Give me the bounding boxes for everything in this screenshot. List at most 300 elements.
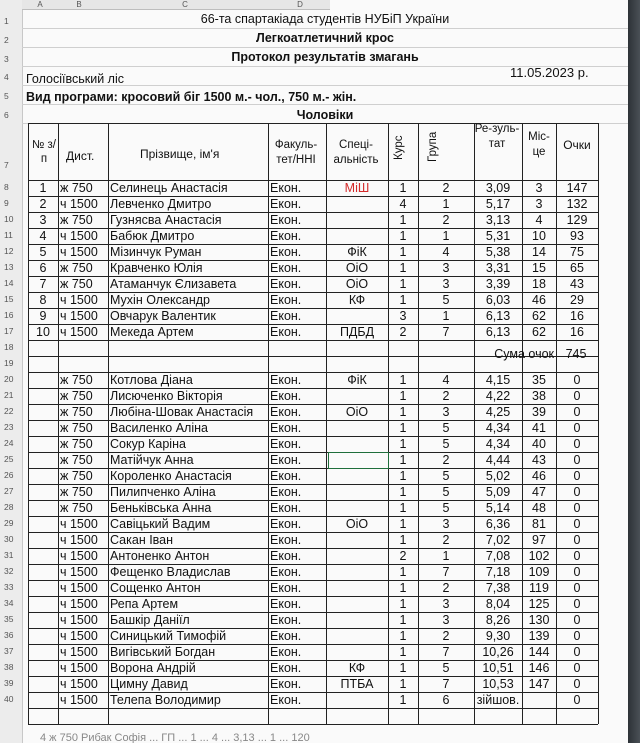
cell-fac[interactable]: Екон. (270, 229, 302, 243)
cell-place[interactable]: 139 (528, 629, 550, 643)
cell-group[interactable]: 3 (442, 405, 450, 419)
cell-group[interactable]: 5 (442, 421, 450, 435)
cell-course[interactable]: 1 (399, 245, 407, 259)
cell-d[interactable]: ж 750 (60, 469, 93, 483)
cell-place[interactable]: 15 (532, 261, 546, 275)
cell-group[interactable]: 1 (442, 229, 450, 243)
cell-course[interactable]: 1 (399, 293, 407, 307)
cell-n[interactable]: 1 (39, 181, 47, 195)
cell-spec[interactable]: ОіО (345, 261, 369, 275)
cell-d[interactable]: ж 750 (60, 485, 93, 499)
cell-pts[interactable]: 0 (573, 581, 581, 595)
cell-fac[interactable]: Екон. (270, 213, 302, 227)
cell-d[interactable]: ж 750 (60, 437, 93, 451)
cell-pts[interactable]: 65 (570, 261, 584, 275)
cell-d[interactable]: ч 1500 (60, 597, 98, 611)
cell-res[interactable]: 4,44 (485, 453, 511, 467)
cell-fac[interactable]: Екон. (270, 533, 302, 547)
cell-res[interactable]: 7,02 (485, 533, 511, 547)
cell-res[interactable]: 3,31 (485, 261, 511, 275)
cell-group[interactable]: 2 (442, 213, 450, 227)
cell-fac[interactable]: Екон. (270, 693, 302, 707)
cell-group[interactable]: 5 (442, 437, 450, 451)
row-number[interactable]: 32 (4, 566, 14, 576)
row-number[interactable]: 34 (4, 598, 14, 608)
cell-name[interactable]: Вигівський Богдан (110, 645, 216, 659)
cell-res[interactable]: 9,30 (485, 629, 511, 643)
cell-fac[interactable]: Екон. (270, 325, 302, 339)
cell-res[interactable]: 6,13 (485, 325, 511, 339)
cell-group[interactable]: 7 (442, 325, 450, 339)
cell-fac[interactable]: Екон. (270, 373, 302, 387)
row-number[interactable]: 31 (4, 550, 14, 560)
cell-pts[interactable]: 16 (570, 309, 584, 323)
cell-name[interactable]: Короленко Анастасія (110, 469, 232, 483)
row-number[interactable]: 30 (4, 534, 14, 544)
row-number[interactable]: 38 (4, 662, 14, 672)
cell-pts[interactable]: 132 (566, 197, 588, 211)
cell-fac[interactable]: Екон. (270, 613, 302, 627)
cell-name[interactable]: Котлова Діана (110, 373, 193, 387)
cell-place[interactable]: 81 (532, 517, 546, 531)
cell-d[interactable]: ж 750 (60, 389, 93, 403)
row-number[interactable]: 25 (4, 454, 14, 464)
cell-spec[interactable]: ФіК (347, 245, 367, 259)
cell-fac[interactable]: Екон. (270, 517, 302, 531)
cell-d[interactable]: ч 1500 (60, 533, 98, 547)
row-number[interactable]: 23 (4, 422, 14, 432)
cell-d[interactable]: ч 1500 (60, 661, 98, 675)
cell-course[interactable]: 1 (399, 421, 407, 435)
cell-spec[interactable]: ОіО (345, 517, 369, 531)
row-number[interactable]: 27 (4, 486, 14, 496)
cell-course[interactable]: 1 (399, 533, 407, 547)
cell-d[interactable]: ж 750 (60, 373, 93, 387)
row-number[interactable]: 22 (4, 406, 14, 416)
cell-res[interactable]: 10,26 (482, 645, 514, 659)
cell-d[interactable]: ч 1500 (60, 549, 98, 563)
cell-pts[interactable]: 129 (566, 213, 588, 227)
cell-name[interactable]: Фещенко Владислав (110, 565, 231, 579)
cell-name[interactable]: Лисюченко Вікторія (110, 389, 223, 403)
cell-place[interactable]: 146 (528, 661, 550, 675)
cell-name[interactable]: Антоненко Антон (110, 549, 210, 563)
cell-spec[interactable]: МіШ (344, 181, 370, 195)
cell-place[interactable]: 119 (529, 581, 549, 595)
cell-d[interactable]: ж 750 (60, 213, 93, 227)
cell-course[interactable]: 1 (399, 181, 407, 195)
cell-pts[interactable]: 0 (573, 677, 581, 691)
row-number[interactable]: 9 (4, 198, 9, 208)
cell-name[interactable]: Сокур Каріна (110, 437, 186, 451)
row-number[interactable]: 16 (4, 310, 14, 320)
column-header-c[interactable]: C (100, 0, 270, 10)
row-number[interactable]: 11 (4, 230, 13, 240)
cell-name[interactable]: Башкір Даніїл (110, 613, 190, 627)
cell-pts[interactable]: 0 (573, 565, 581, 579)
row-number[interactable]: 36 (4, 630, 14, 640)
cell-d[interactable]: ч 1500 (60, 565, 98, 579)
cell-fac[interactable]: Екон. (270, 309, 302, 323)
cell-course[interactable]: 1 (399, 229, 407, 243)
cell-course[interactable]: 1 (399, 277, 407, 291)
row-number[interactable]: 24 (4, 438, 14, 448)
cell-pts[interactable]: 0 (573, 469, 581, 483)
cell-place[interactable]: 46 (532, 469, 546, 483)
cell-group[interactable]: 5 (442, 661, 450, 675)
row-number[interactable]: 15 (4, 294, 14, 304)
row-number[interactable]: 21 (4, 390, 14, 400)
cell-pts[interactable]: 0 (573, 501, 581, 515)
column-header-b[interactable]: B (58, 0, 100, 10)
cell-pts[interactable]: 0 (573, 437, 581, 451)
row-number[interactable]: 28 (4, 502, 14, 512)
row-number[interactable]: 14 (4, 278, 14, 288)
cell-course[interactable]: 2 (399, 325, 407, 339)
cell-res[interactable]: 10,53 (482, 677, 514, 691)
cell-group[interactable]: 1 (442, 309, 450, 323)
cell-course[interactable]: 1 (399, 693, 407, 707)
cell-pts[interactable]: 0 (573, 549, 581, 563)
cell-fac[interactable]: Екон. (270, 485, 302, 499)
cell-name[interactable]: Синицький Тимофій (110, 629, 227, 643)
cell-res[interactable]: 7,38 (485, 581, 511, 595)
cell-name[interactable]: Селинець Анастасія (110, 181, 228, 195)
cell-res[interactable]: 10,51 (482, 661, 514, 675)
cell-res[interactable]: 5,09 (485, 485, 511, 499)
cell-group[interactable]: 2 (442, 389, 450, 403)
cell-fac[interactable]: Екон. (270, 501, 302, 515)
cell-res[interactable]: 5,38 (485, 245, 511, 259)
cell-res[interactable]: зійшов. (476, 693, 520, 707)
cell-name[interactable]: Савіцький Вадим (110, 517, 211, 531)
cell-course[interactable]: 1 (399, 389, 407, 403)
cell-spec[interactable]: ПДБД (339, 325, 375, 339)
cell-group[interactable]: 2 (442, 181, 450, 195)
cell-res[interactable]: 8,26 (485, 613, 511, 627)
cell-pts[interactable]: 16 (570, 325, 584, 339)
cell-d[interactable]: ж 750 (60, 277, 93, 291)
cell-d[interactable]: ч 1500 (60, 613, 98, 627)
cell-d[interactable]: ч 1500 (60, 693, 98, 707)
cell-place[interactable]: 147 (528, 677, 550, 691)
cell-group[interactable]: 3 (442, 597, 450, 611)
cell-pts[interactable]: 0 (573, 597, 581, 611)
column-header-d[interactable]: D (270, 0, 330, 10)
row-number[interactable]: 39 (4, 678, 14, 688)
row-number[interactable]: 4 (4, 72, 9, 82)
cell-fac[interactable]: Екон. (270, 565, 302, 579)
cell-fac[interactable]: Екон. (270, 293, 302, 307)
cell-group[interactable]: 3 (442, 261, 450, 275)
cell-d[interactable]: ж 750 (60, 405, 93, 419)
row-number[interactable]: 7 (4, 160, 9, 170)
cell-d[interactable]: ж 750 (60, 501, 93, 515)
cell-name[interactable]: Пилипченко Аліна (110, 485, 216, 499)
row-number[interactable]: 35 (4, 614, 14, 624)
row-number[interactable]: 18 (4, 342, 14, 352)
cell-group[interactable]: 3 (442, 613, 450, 627)
row-number[interactable]: 33 (4, 582, 14, 592)
cell-d[interactable]: ч 1500 (60, 309, 98, 323)
cell-fac[interactable]: Екон. (270, 645, 302, 659)
cell-pts[interactable]: 0 (573, 421, 581, 435)
cell-fac[interactable]: Екон. (270, 677, 302, 691)
cell-place[interactable]: 109 (528, 565, 550, 579)
cell-name[interactable]: Ворона Андрій (110, 661, 196, 675)
row-number[interactable]: 6 (4, 110, 9, 120)
cell-name[interactable]: Любіна-Шовак Анастасія (110, 405, 254, 419)
cell-spec[interactable]: ОіО (345, 277, 369, 291)
cell-d[interactable]: ч 1500 (60, 293, 98, 307)
cell-course[interactable]: 1 (399, 565, 407, 579)
cell-place[interactable]: 39 (532, 405, 546, 419)
cell-course[interactable]: 1 (399, 485, 407, 499)
cell-place[interactable]: 144 (528, 645, 550, 659)
cell-name[interactable]: Кравченко Юлія (110, 261, 203, 275)
cell-fac[interactable]: Екон. (270, 453, 302, 467)
cell-d[interactable]: ч 1500 (60, 581, 98, 595)
cell-res[interactable]: 6,13 (485, 309, 511, 323)
cell-spec[interactable]: ОіО (345, 405, 369, 419)
cell-res[interactable]: 6,36 (485, 517, 511, 531)
cell-d[interactable]: ч 1500 (60, 677, 98, 691)
cell-name[interactable]: Беньківська Анна (110, 501, 212, 515)
cell-name[interactable]: Репа Артем (110, 597, 179, 611)
cell-pts[interactable]: 0 (573, 389, 581, 403)
column-header-a[interactable]: A (22, 0, 58, 10)
cell-n[interactable]: 2 (39, 197, 47, 211)
cell-place[interactable]: 48 (532, 501, 546, 515)
cell-group[interactable]: 3 (442, 277, 450, 291)
cell-place[interactable]: 97 (532, 533, 546, 547)
cell-course[interactable]: 1 (399, 213, 407, 227)
cell-n[interactable]: 3 (39, 213, 47, 227)
cell-course[interactable]: 1 (399, 453, 407, 467)
cell-pts[interactable]: 0 (573, 645, 581, 659)
cell-res[interactable]: 5,31 (485, 229, 511, 243)
cell-pts[interactable]: 0 (573, 661, 581, 675)
cell-res[interactable]: 5,17 (485, 197, 511, 211)
cell-group[interactable]: 7 (442, 645, 450, 659)
cell-pts[interactable]: 43 (570, 277, 584, 291)
cell-d[interactable]: ж 750 (60, 261, 93, 275)
cell-fac[interactable]: Екон. (270, 661, 302, 675)
cell-n[interactable]: 5 (39, 245, 47, 259)
cell-spec[interactable]: КФ (348, 661, 366, 675)
cell-res[interactable]: 4,25 (485, 405, 511, 419)
cell-place[interactable]: 62 (532, 325, 546, 339)
cell-group[interactable]: 7 (442, 677, 450, 691)
cell-place[interactable]: 40 (532, 437, 546, 451)
cell-place[interactable]: 10 (532, 229, 546, 243)
cell-res[interactable]: 3,13 (485, 213, 511, 227)
cell-group[interactable]: 4 (442, 245, 450, 259)
row-number[interactable]: 19 (4, 358, 14, 368)
cell-name[interactable]: Мухін Олександр (110, 293, 210, 307)
cell-d[interactable]: ж 750 (60, 181, 93, 195)
cell-name[interactable]: Мекеда Артем (110, 325, 194, 339)
cell-n[interactable]: 8 (39, 293, 47, 307)
row-number[interactable]: 29 (4, 518, 14, 528)
cell-course[interactable]: 3 (399, 309, 407, 323)
cell-place[interactable]: 35 (532, 373, 546, 387)
cell-res[interactable]: 4,22 (485, 389, 511, 403)
cell-course[interactable]: 1 (399, 517, 407, 531)
cell-course[interactable]: 1 (399, 613, 407, 627)
cell-place[interactable]: 47 (532, 485, 546, 499)
row-number[interactable]: 12 (4, 246, 14, 256)
cell-res[interactable]: 5,14 (485, 501, 511, 515)
cell-d[interactable]: ч 1500 (60, 517, 98, 531)
cell-group[interactable]: 2 (442, 453, 450, 467)
cell-place[interactable]: 125 (528, 597, 550, 611)
cell-d[interactable]: ч 1500 (60, 325, 98, 339)
cell-fac[interactable]: Екон. (270, 261, 302, 275)
cell-group[interactable]: 6 (442, 693, 450, 707)
cell-name[interactable]: Сощенко Антон (110, 581, 201, 595)
cell-fac[interactable]: Екон. (270, 597, 302, 611)
cell-course[interactable]: 1 (399, 373, 407, 387)
cell-place[interactable]: 3 (535, 197, 543, 211)
cell-fac[interactable]: Екон. (270, 469, 302, 483)
cell-course[interactable]: 1 (399, 581, 407, 595)
cell-course[interactable]: 1 (399, 469, 407, 483)
cell-name[interactable]: Василенко Аліна (110, 421, 208, 435)
cell-name[interactable]: Бабюк Дмитро (110, 229, 195, 243)
cell-fac[interactable]: Екон. (270, 549, 302, 563)
cell-place[interactable]: 14 (532, 245, 546, 259)
cell-group[interactable]: 5 (442, 293, 450, 307)
cell-name[interactable]: Телепа Володимир (110, 693, 221, 707)
cell-pts[interactable]: 93 (570, 229, 584, 243)
cell-fac[interactable]: Екон. (270, 421, 302, 435)
cell-d[interactable]: ч 1500 (60, 645, 98, 659)
cell-place[interactable]: 130 (528, 613, 550, 627)
row-number[interactable]: 40 (4, 694, 14, 704)
cell-name[interactable]: Матійчук Анна (110, 453, 194, 467)
cell-pts[interactable]: 0 (573, 405, 581, 419)
cell-course[interactable]: 4 (399, 197, 407, 211)
cell-name[interactable]: Левченко Дмитро (110, 197, 212, 211)
row-number[interactable]: 8 (4, 182, 9, 192)
cell-res[interactable]: 4,34 (485, 437, 511, 451)
cell-course[interactable]: 1 (399, 405, 407, 419)
row-number[interactable]: 5 (4, 91, 9, 101)
cell-course[interactable]: 1 (399, 677, 407, 691)
cell-place[interactable]: 62 (532, 309, 546, 323)
cell-spec[interactable]: КФ (348, 293, 366, 307)
cell-fac[interactable]: Екон. (270, 181, 302, 195)
row-number[interactable]: 17 (4, 326, 14, 336)
cell-place[interactable]: 18 (532, 277, 546, 291)
cell-name[interactable]: Мізинчук Руман (110, 245, 202, 259)
cell-group[interactable]: 5 (442, 485, 450, 499)
cell-pts[interactable]: 0 (573, 485, 581, 499)
cell-group[interactable]: 7 (442, 565, 450, 579)
cell-course[interactable]: 1 (399, 629, 407, 643)
cell-n[interactable]: 6 (39, 261, 47, 275)
cell-course[interactable]: 1 (399, 437, 407, 451)
cell-d[interactable]: ж 750 (60, 421, 93, 435)
cell-name[interactable]: Гузнясва Анастасія (110, 213, 222, 227)
cell-res[interactable]: 5,02 (485, 469, 511, 483)
cell-res[interactable]: 4,15 (485, 373, 511, 387)
cell-res[interactable]: 6,03 (485, 293, 511, 307)
cell-place[interactable]: 41 (532, 421, 546, 435)
cell-pts[interactable]: 0 (573, 373, 581, 387)
row-number[interactable]: 2 (4, 35, 9, 45)
cell-d[interactable]: ж 750 (60, 453, 93, 467)
cell-spec[interactable]: ФіК (347, 373, 367, 387)
cell-course[interactable]: 2 (399, 549, 407, 563)
cell-name[interactable]: Атаманчук Єлизавета (110, 277, 237, 291)
cell-name[interactable]: Овчарук Валентик (110, 309, 216, 323)
cell-place[interactable]: 4 (535, 213, 543, 227)
cell-group[interactable]: 2 (442, 581, 450, 595)
row-number[interactable]: 3 (4, 54, 9, 64)
cell-course[interactable]: 1 (399, 645, 407, 659)
cell-pts[interactable]: 75 (570, 245, 584, 259)
cell-fac[interactable]: Екон. (270, 277, 302, 291)
cell-fac[interactable]: Екон. (270, 389, 302, 403)
cell-d[interactable]: ч 1500 (60, 629, 98, 643)
cell-n[interactable]: 9 (39, 309, 47, 323)
cell-pts[interactable]: 0 (573, 453, 581, 467)
cell-n[interactable]: 4 (39, 229, 47, 243)
cell-group[interactable]: 4 (442, 373, 450, 387)
cell-course[interactable]: 1 (399, 501, 407, 515)
cell-res[interactable]: 8,04 (485, 597, 511, 611)
cell-place[interactable]: 46 (532, 293, 546, 307)
cell-res[interactable]: 3,39 (485, 277, 511, 291)
cell-res[interactable]: 3,09 (485, 181, 511, 195)
cell-fac[interactable]: Екон. (270, 197, 302, 211)
cell-group[interactable]: 2 (442, 629, 450, 643)
cell-fac[interactable]: Екон. (270, 581, 302, 595)
cell-group[interactable]: 5 (442, 469, 450, 483)
cell-pts[interactable]: 0 (573, 613, 581, 627)
cell-place[interactable]: 3 (535, 181, 543, 195)
cell-fac[interactable]: Екон. (270, 629, 302, 643)
cell-fac[interactable]: Екон. (270, 245, 302, 259)
cell-res[interactable]: 7,18 (485, 565, 511, 579)
row-number[interactable]: 13 (4, 262, 14, 272)
cell-course[interactable]: 1 (399, 261, 407, 275)
row-number[interactable]: 1 (4, 16, 9, 26)
cell-group[interactable]: 2 (442, 533, 450, 547)
cell-group[interactable]: 1 (442, 549, 450, 563)
cell-course[interactable]: 1 (399, 597, 407, 611)
cell-pts[interactable]: 0 (573, 693, 581, 707)
cell-name[interactable]: Цимну Давид (110, 677, 188, 691)
selected-cell[interactable] (328, 452, 389, 469)
cell-pts[interactable]: 0 (573, 517, 581, 531)
cell-fac[interactable]: Екон. (270, 405, 302, 419)
cell-place[interactable]: 102 (528, 549, 550, 563)
cell-pts[interactable]: 0 (573, 533, 581, 547)
cell-res[interactable]: 4,34 (485, 421, 511, 435)
cell-n[interactable]: 7 (39, 277, 47, 291)
cell-res[interactable]: 7,08 (485, 549, 511, 563)
cell-place[interactable]: 43 (532, 453, 546, 467)
row-number[interactable]: 37 (4, 646, 14, 656)
cell-d[interactable]: ч 1500 (60, 245, 98, 259)
row-number[interactable]: 10 (4, 214, 14, 224)
cell-n[interactable]: 10 (36, 325, 50, 339)
cell-place[interactable]: 38 (532, 389, 546, 403)
cell-pts[interactable]: 147 (566, 181, 588, 195)
